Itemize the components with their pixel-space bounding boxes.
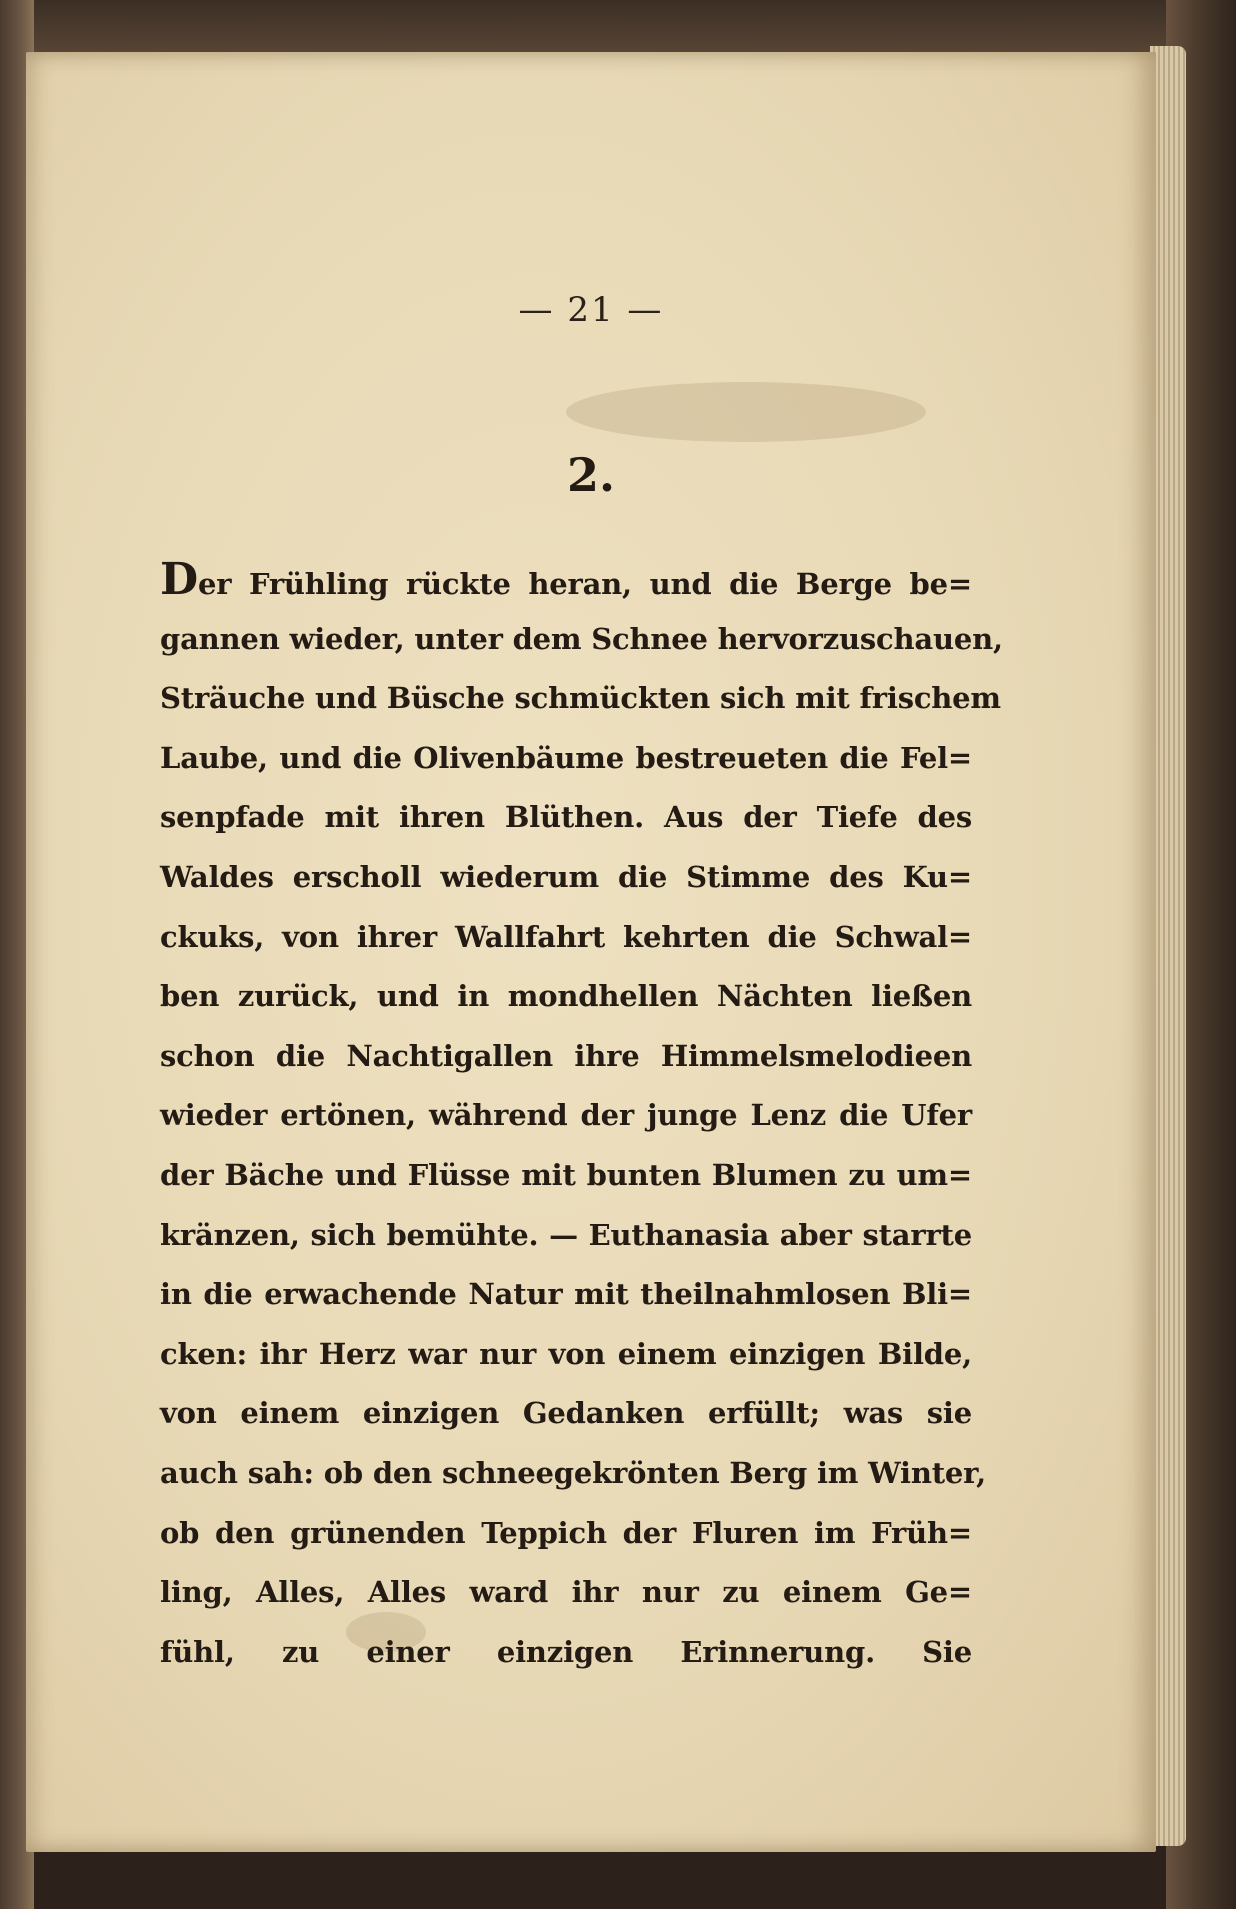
book-cover-top — [0, 0, 1236, 58]
text-line: ob den grünenden Teppich der Fluren im Früh= — [160, 1515, 972, 1550]
text-line: cken: ihr Herz war nur von einem einzigen Bilde, — [160, 1336, 972, 1371]
text-line: gannen wieder, unter dem Schnee hervorzuschauen, — [160, 621, 1003, 656]
text-line: kränzen, sich bemühte. — Euthanasia aber starrte — [160, 1217, 972, 1252]
text-line: von einem einzigen Gedanken erfüllt; was sie — [160, 1396, 972, 1431]
text-line: der Bäche und Flüsse mit bunten Blumen zu um= — [160, 1157, 972, 1192]
text-line: Der Frühling rückte heran, und die Berge be= — [160, 554, 972, 605]
body-text — [160, 550, 1003, 1682]
text-line: fühl, zu einer einzigen Erinnerung. Sie — [160, 1634, 972, 1669]
text-line: ling, Alles, Alles ward ihr nur zu einem Ge= — [160, 1575, 972, 1610]
text-line: ckuks, von ihrer Wallfahrt kehrten die Schwal= — [160, 919, 972, 954]
text-line: auch sah: ob den schneegekrönten Berg im Winter, — [160, 1455, 987, 1490]
text-line: wieder ertönen, während der junge Lenz die Ufer — [160, 1098, 972, 1133]
text-line: schon die Nachtigallen ihre Himmelsmelodieen — [160, 1038, 972, 1073]
text-line: Laube, und die Olivenbäume bestreueten die Fel= — [160, 740, 972, 775]
book-page — [26, 52, 1156, 1852]
bleed-through-stain — [566, 382, 926, 442]
text-line: senpfade mit ihren Blüthen. Aus der Tiefe des — [160, 800, 972, 835]
text-line: Waldes erscholl wiederum die Stimme des Ku= — [160, 859, 972, 894]
text-line: ben zurück, und in mondhellen Nächten ließen — [160, 979, 972, 1014]
chapter-number: 2. — [566, 448, 616, 502]
page-number-header: — 21 — — [518, 290, 664, 330]
text-line: in die erwachende Natur mit theilnahmlosen Bli= — [160, 1277, 972, 1312]
text-line: Sträuche und Büsche schmückten sich mit frischem — [160, 681, 1001, 716]
